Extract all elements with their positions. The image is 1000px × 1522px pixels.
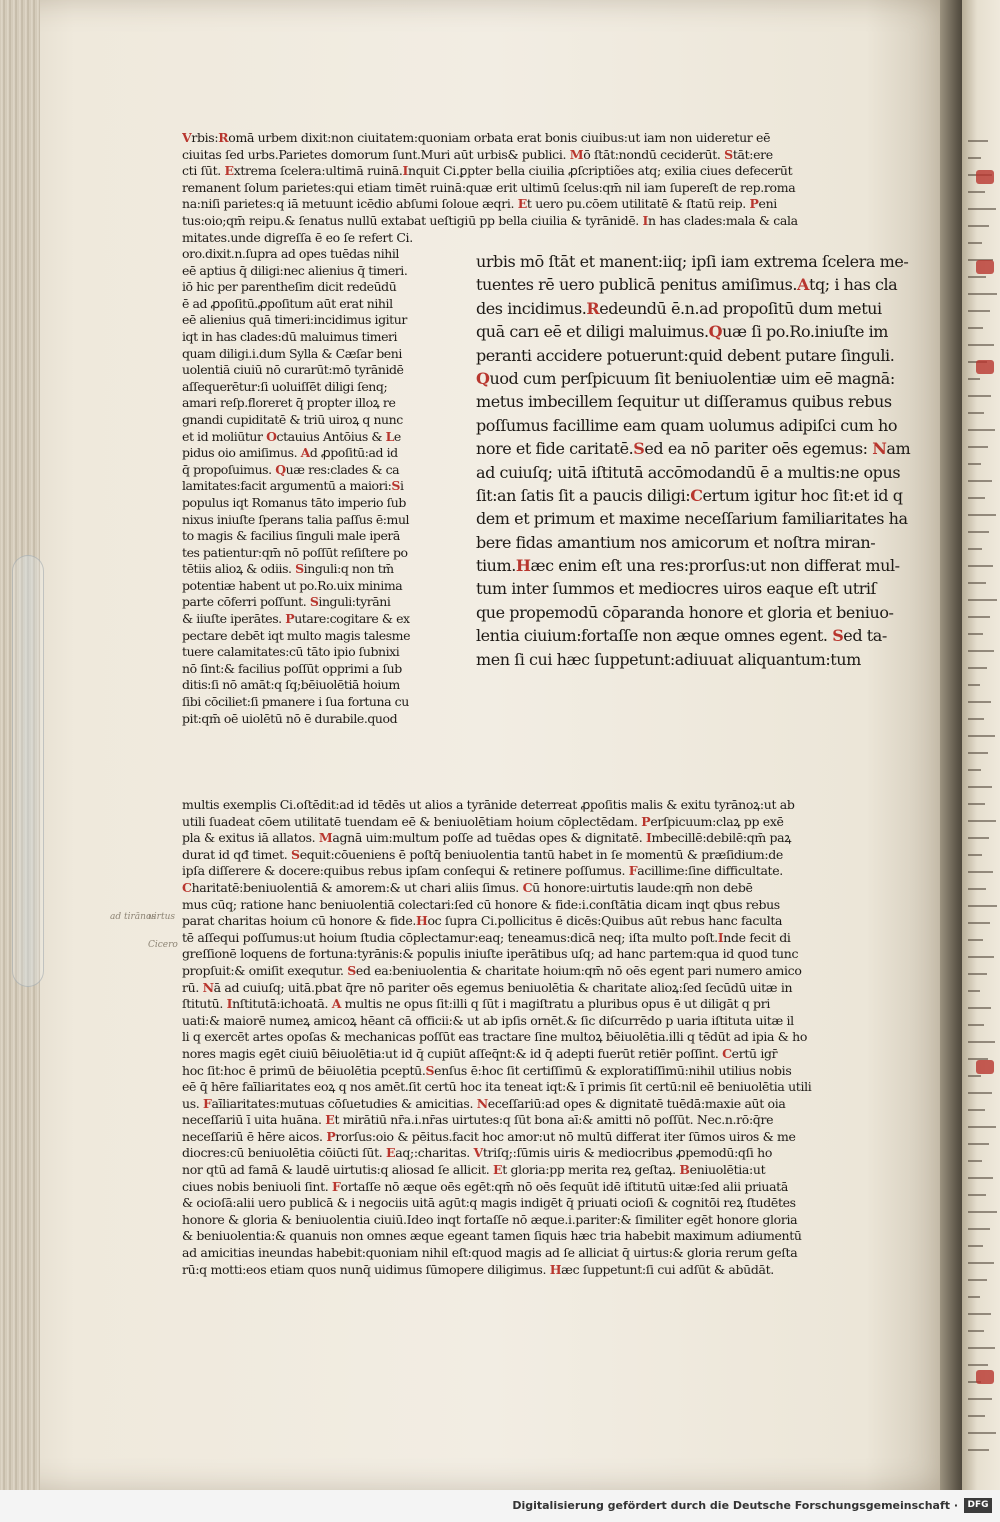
dfg-logo: DFG	[964, 1498, 992, 1513]
text-line: parat charitas hoium cū honore & fide.Hoc ſupra Ci.pollicitus ē dicēs:Quibus aūt rebus hanc faculta	[182, 913, 783, 929]
right-page-text-fragment	[968, 378, 980, 380]
right-page-text-fragment	[968, 1330, 984, 1332]
right-page-text-fragment	[968, 446, 988, 448]
text-line: ditis:ſi nō amāt:q ſq;bēiuolētiā hoium	[182, 677, 400, 693]
text-line: oro.dixit.n.ſupra ad opes tuēdas nihil	[182, 246, 399, 261]
offset-mark-2: uirtus	[148, 912, 176, 922]
text-line: & iiuſte iperātes. Putare:cogitare & ex	[182, 611, 410, 627]
text-line: uati:& maiorē numeꝝ amicoꝝ hēant cā officii:& ut ab ipſis ornēt.& ſic diſcurrēdo p uaria iſtituta uitæ il	[182, 1012, 794, 1028]
right-page-text-fragment	[968, 140, 988, 142]
right-page-text-fragment	[968, 1398, 992, 1400]
text-line: ſtitutū. Inſtitutā:ichoatā. A multis ne opus ſit:illi q ſūt i magiſtratu a pluribus opus ē ut diligāt q pri	[182, 996, 770, 1012]
text-line: poſſumus facillime eam quam uolumus adipiſci cum ho	[476, 415, 898, 435]
text-line: ipſa diſſerere & docere:quibus rebus ipſam conſequi & retinere poſſumus. Facillime:ſine difficultate.	[182, 863, 783, 879]
text-line: populus iqt Romanus tāto imperio ſub	[182, 494, 406, 510]
text-line: multis exemplis Ci.oſtēdit:ad id tēdēs ut alios a tyrānide deterreat ꝓpoſitis malis & exitu tyrānoꝝ:ut ab	[182, 797, 795, 812]
text-line: metus imbecillem ſequitur ut diſſeramus quibus rebus	[476, 392, 892, 412]
text-line: durat id qđ timet. Sequit:cōueniens ē poſtq̄ beniuolentia tantū habet in ſe momentū & præſidium:de	[182, 846, 783, 862]
text-line: mus cūq; ratione hanc beniuolentiā colectari:ſed cū honore & fide:i.conſtātia dicam inqt qbus rebus	[182, 896, 780, 912]
text-line: tētiis alioꝝ & odiis. Singuli:q non tm̄	[182, 561, 394, 577]
text-line: ad amicitias ineundas habebit:quoniam nihil eſt:quod magis ad ſe alliciat q̄ uirtus:& gloria rerum geſta	[182, 1245, 798, 1261]
right-page-text-fragment	[968, 1177, 993, 1179]
text-line: tus:oio;qm̄ reipu.& ſenatus nullū extabat ueſtigiū pp bella ciuilia & tyrānidē. In has clades:mala & cala	[182, 212, 798, 228]
right-page-text-fragment	[968, 1024, 984, 1026]
right-page-text-fragment	[968, 1296, 980, 1298]
right-page-text-fragment	[968, 208, 996, 210]
text-line: greſſionē loquens de fortuna:tyrānis:& populis iniuſte iperātibus uſq; ad hanc partem:qua id quod tunc	[182, 946, 799, 962]
text-line: honore & gloria & beniuolentia ciuiū.Ideo inqt fortaſſe nō æque.i.pariter:& ſimiliter egēt honore gloria	[182, 1211, 798, 1227]
right-page-text-fragment	[968, 1126, 996, 1128]
right-page-text-fragment	[968, 276, 986, 278]
text-line: Charitatē:beniuolentiā & amorem:& ut chari aliis ſimus. Cū honore:uirtutis laude:qm̄ non debē	[182, 879, 753, 895]
right-page-text-fragment	[968, 480, 992, 482]
plastic-clip	[12, 555, 44, 987]
right-page-rubric	[976, 170, 994, 184]
right-page-text-fragment	[968, 1364, 988, 1366]
text-line: ſibi cōciliet:ſi pmanere i ſua fortuna cu	[182, 694, 409, 710]
right-page-text-fragment	[968, 667, 987, 669]
text-line: tuere calamitates:cū tāto ipio ſubnixi	[182, 644, 400, 660]
right-page-rubric	[976, 1370, 994, 1384]
text-line: na:niſi parietes:q iā metuunt icēdio abſumi ſoloue æqri. Et uero pu.cōem utilitatē & ſtatū reip. Peni	[182, 196, 777, 212]
text-line: amari reſp.floreret q̄ propter illoꝝ re	[182, 395, 396, 411]
text-line: tium.Hæc enim eſt una res:prorſus:ut non differat mul-	[476, 556, 900, 576]
text-line: nor qtū ad famā & laudē uirtutis:q aliosad ſe allicit. Et gloria:pp merita reꝝ geſtaꝝ. Beniuolētia:ut	[182, 1162, 766, 1178]
right-page-text-fragment	[968, 1041, 995, 1043]
right-page-text-fragment	[968, 548, 982, 550]
right-page-text-fragment	[968, 1432, 996, 1434]
right-page-text-fragment	[968, 1211, 997, 1213]
footer-bar	[0, 1490, 1000, 1522]
text-line: nores magis egēt ciuiū bēiuolētia:ut id q̄ cupiūt aſſeq̄nt:& id q̄ adepti fuerūt retiēr poſſint. Certū igr̄	[182, 1045, 778, 1061]
text-line: tuentes rē uero publicā penitus amiſimus.Atq; i has cla	[476, 275, 898, 295]
right-page-text-fragment	[968, 650, 994, 652]
commentary-top	[182, 130, 912, 246]
right-page-text-fragment	[968, 718, 984, 720]
right-page-text-fragment	[968, 157, 981, 159]
right-page-text-fragment	[968, 990, 980, 992]
text-line: potentiæ habent ut po.Ro.uix minima	[182, 577, 403, 593]
right-page-text-fragment	[968, 344, 994, 346]
text-line: iō hic per parentheſim dicit redeūdū	[182, 279, 397, 295]
text-line: q̄ propoſuimus. Quæ res:clades & ca	[182, 461, 400, 477]
right-page-text-fragment	[968, 514, 996, 516]
text-line: ad cuiuſq; uitā iſtitutā accōmodandū ē a multis:ne opus	[476, 462, 901, 482]
right-page-fragment	[962, 0, 1000, 1490]
right-page-text-fragment	[968, 701, 991, 703]
right-page-text-fragment	[968, 1194, 986, 1196]
text-line: nō ſint:& facilius poſſūt opprimi a ſub	[182, 660, 402, 676]
commentary-left-column	[182, 246, 457, 727]
right-page-text-fragment	[968, 973, 987, 975]
text-line: des incidimus.Redeundū ē.n.ad propoſitū dum metui	[476, 298, 882, 318]
text-line: ſit:an ſatis ſit a paucis diligi:Certum igitur hoc ſit:et id q	[476, 485, 903, 505]
right-page-text-fragment	[968, 1347, 995, 1349]
text-line: quā carı eē et diligi maluimus.Quæ ſi po.Ro.iniuſte im	[476, 322, 889, 342]
right-page-text-fragment	[968, 684, 980, 686]
right-page-text-fragment	[968, 599, 997, 601]
text-line: et id moliūtur Octauius Antōius & Le	[182, 428, 401, 444]
text-line: lamitates:facit argumentū a maiori:Si	[182, 478, 404, 494]
text-line: nore et fide caritatē.Sed ea nō pariter oēs egemus: Nam	[476, 439, 911, 459]
right-page-text-fragment	[968, 871, 993, 873]
offset-mark-3: Cicero	[148, 940, 178, 950]
right-page-text-fragment	[968, 1262, 994, 1264]
right-page-text-fragment	[968, 293, 997, 295]
text-line: lentia ciuium:fortaſſe non æque omnes egent. Sed ta-	[476, 626, 887, 646]
right-page-text-fragment	[968, 1415, 985, 1417]
text-line: remanent ſolum parietes:qui etiam timēt ruinā:quæ erit ultimū ſcelus:qm̄ nil iam ſupereſt de rep.roma	[182, 179, 796, 195]
right-page-text-fragment	[968, 565, 993, 567]
text-line: tē aſſequi poſſumus:ut hoium ſtudia cōplectamur:eaq; teneamus:dicā neq; iſta multo poſt.Inde fecit di	[182, 929, 791, 945]
text-line: Quod cum perſpicuum ſit beniuolentiæ uim eē magnā:	[476, 368, 895, 388]
right-page-text-fragment	[968, 956, 994, 958]
text-line: & beniuolentia:& quanuis non omnes æque egeant tamen ſiquis hæc tria habebit maximum adiumentū	[182, 1228, 802, 1244]
right-page-text-fragment	[968, 395, 991, 397]
right-page-text-fragment	[968, 752, 988, 754]
right-page-text-fragment	[968, 1245, 983, 1247]
right-page-text-fragment	[968, 1313, 991, 1315]
text-line: uolentiā ciuiū nō curarūt:mō tyrānidē	[182, 362, 404, 378]
text-line: tum inter ſummos et mediocres uiros eaque eſt utriſ	[476, 579, 877, 599]
right-page-text-fragment	[968, 633, 983, 635]
text-line: nixus iniuſte ſperans talia paſſus ē:mul	[182, 511, 410, 527]
right-page-text-fragment	[968, 905, 997, 907]
text-line: mitates.unde digreſſa ē eo ſe refert Ci.	[182, 229, 413, 245]
right-page-text-fragment	[968, 429, 995, 431]
text-line: hoc ſit:hoc ē primū de bēiuolētia pceptū.Senſus ē:hoc ſit certiſſimū & exploratiſſimū:nihil utilius nobis	[182, 1062, 792, 1078]
right-page-rubric	[976, 260, 994, 274]
right-page-text-fragment	[968, 922, 990, 924]
text-line: parte cōferri poſſunt. Singuli:tyrāni	[182, 594, 391, 610]
right-page-text-fragment	[968, 939, 983, 941]
text-line: quam diligi.i.dum Sylla & Cæſar beni	[182, 345, 402, 361]
right-page-rubric	[976, 1060, 994, 1074]
text-line: ciuitas ſed urbs.Parietes domorum ſunt.Muri aūt urbis& publici. Mō ſtāt:nondū ceciderūt. Stāt:ere	[182, 146, 773, 162]
text-line: iqt in has clades:dū maluimus timeri	[182, 328, 398, 344]
right-page-text-fragment	[968, 769, 981, 771]
text-line: cti ſūt. Extrema ſcelera:ultimā ruinā.Inquit Ci.ꝑpter bella ciuilia ꝓſcriptiões atq; exilia ciues defecerūt	[182, 163, 793, 179]
right-page-text-fragment	[968, 1160, 982, 1162]
text-line: Vrbis:Romā urbem dixit:non ciuitatem:quoniam orbata erat bonis ciuibus:ut iam non uideretur eē	[182, 130, 771, 145]
text-line: pectare debēt iqt multo magis talesme	[182, 627, 411, 643]
right-page-text-fragment	[968, 820, 996, 822]
right-page-text-fragment	[968, 616, 990, 618]
right-page-text-fragment	[968, 1143, 989, 1145]
right-page-text-fragment	[968, 1007, 991, 1009]
right-page-text-fragment	[968, 1109, 985, 1111]
right-page-text-fragment	[968, 735, 995, 737]
right-page-text-fragment	[968, 1228, 990, 1230]
offset-mark-1: ad tirānos	[110, 912, 156, 922]
text-line: ciues nobis beniuoli ſint. Fortaſſe nō æque oēs egēt:qm̄ nō oēs ſequūt idē iſtitutū uitæ:ſed alii priuatā	[182, 1178, 788, 1194]
commentary-bottom	[182, 797, 912, 1278]
text-line: gnandi cupiditatē & triū uiroꝝ q nunc	[182, 411, 403, 427]
text-line: ē ad ꝓpoſitū.ꝓpoſitum aūt erat nihil	[182, 295, 393, 311]
text-line: utili ſuadeat cōem utilitatē tuendam eē & beniuolētiam hoium cōplectēdam. Perſpicuum:claꝝ pp exē	[182, 813, 784, 829]
text-line: neceſſariū ī uita huāna. Et mirātiū nr̄a.i.nr̄as uirtutes:q ſūt bona aī:& amitti nō poſſūt. Nec.n.rō:q̄re	[182, 1112, 774, 1128]
right-page-text-fragment	[968, 1075, 981, 1077]
text-line: peranti accidere potuerunt:quid debent putare ſinguli.	[476, 345, 895, 365]
right-page-text-fragment	[968, 854, 982, 856]
text-line: rū. Nā ad cuiuſq; uitā.pbat q̄re nō pariter oēs egemus beniuolētia & charitate alioꝝ:ſed ſecūdū uitæ in	[182, 979, 793, 995]
text-line: propſuit:& omiſit exequtur. Sed ea:beniuolentia & charitate hoium:qm̄ nō oēs egent pari numero amico	[182, 962, 802, 978]
text-line: tes patientur:qm̄ nō poſſūt reſiſtere po	[182, 544, 408, 560]
text-line: diocres:cū beniuolētia cōiūcti ſūt. Eaq;:charitas. Vtriſq;:ſūmis uiris & mediocribus ꝓpemodū:qſi ho	[182, 1145, 773, 1161]
text-line: eē q̄ hēre faīliaritates eoꝝ q nos amēt.ſit certū hoc ita teneat iqt:& ī primis ſit certū:nil eē beniuolētia utili	[182, 1079, 812, 1095]
right-page-text-fragment	[968, 463, 981, 465]
right-page-text-fragment	[968, 531, 989, 533]
text-line: que propemodū cōparanda honore et gloria et beniuo-	[476, 602, 894, 622]
text-line: dem et primum et maxime neceſſarium familiaritates ha	[476, 509, 908, 529]
right-page-text-fragment	[968, 327, 983, 329]
right-page-text-fragment	[968, 225, 989, 227]
right-page-text-fragment	[968, 888, 986, 890]
right-page-text-fragment	[968, 242, 982, 244]
text-line: urbis mō ſtāt et manent:iiq; ipſi iam extrema ſcelera me-	[476, 252, 909, 271]
right-page-text-fragment	[968, 497, 985, 499]
main-text-column	[476, 250, 916, 671]
text-line: bere fidas amantium nos amicorum et noſtra miran-	[476, 532, 876, 552]
text-line: to magis & facilius ſinguli male iperā	[182, 528, 400, 544]
right-page-text-fragment	[968, 1279, 987, 1281]
text-line: pidus oio amiſimus. Ad ꝓpoſitū:ad id	[182, 445, 398, 461]
right-page-text-fragment	[968, 412, 984, 414]
text-line: pla & exitus iā allatos. Magnā uim:multum poſſe ad tuēdas opes & dignitatē. Imbecillē:debilē:qm̄ paꝝ	[182, 830, 792, 846]
text-line: eē alienius quā timeri:incidimus igitur	[182, 312, 407, 328]
text-line: pit:qm̄ oē uiolētū nō ē durabile.quod	[182, 710, 398, 726]
right-page-text-fragment	[968, 803, 985, 805]
right-page-text-fragment	[968, 1092, 992, 1094]
right-page-text-fragment	[968, 1449, 989, 1451]
text-line: us. Faīliaritates:mutuas cōſuetudies & amicitias. Neceſſariū:ad opes & dignitatē tuēdā:maxie aūt oia	[182, 1095, 786, 1111]
text-line: neceſſariū ē hēre aicos. Prorſus:oio & pēitus.facit hoc amor:ut nō multū differat iter ſūmos uiros & me	[182, 1128, 796, 1144]
text-line: & ocioſā:alii uero publicā & i negociis uitā agūt:q magis indigēt q̄ priuati ocioſi & cognitōi reꝝ ſtudētes	[182, 1195, 796, 1211]
right-page-text-fragment	[968, 786, 992, 788]
text-line: aſſequerētur:ſi uoluiſſēt diligi ſenq;	[182, 378, 388, 394]
text-line: eē aptius q̄ diligi:nec alienius q̄ timeri.	[182, 262, 408, 278]
text-line: men ſi cui hæc ſuppetunt:adiuuat aliquantum:tum	[476, 649, 861, 669]
text-line: rū:q motti:eos etiam quos nunq̄ uidimus ſūmopere diligimus. Hæc ſuppetunt:ſi cui adſūt & abūdāt.	[182, 1261, 774, 1277]
right-page-text-fragment	[968, 191, 985, 193]
footer-credit: Digitalisierung gefördert durch die Deutsche Forschungsgemeinschaft ·	[512, 1499, 958, 1512]
right-page-rubric	[976, 360, 994, 374]
right-page-text-fragment	[968, 582, 986, 584]
right-page-text-fragment	[968, 310, 990, 312]
right-page-text-fragment	[968, 837, 989, 839]
text-line: li q exercēt artes opoſas & mechanicas poſſūt eas tractare ſine multoꝝ bēiuolētia.illi q tēdūt ad ipia & ho	[182, 1029, 807, 1045]
